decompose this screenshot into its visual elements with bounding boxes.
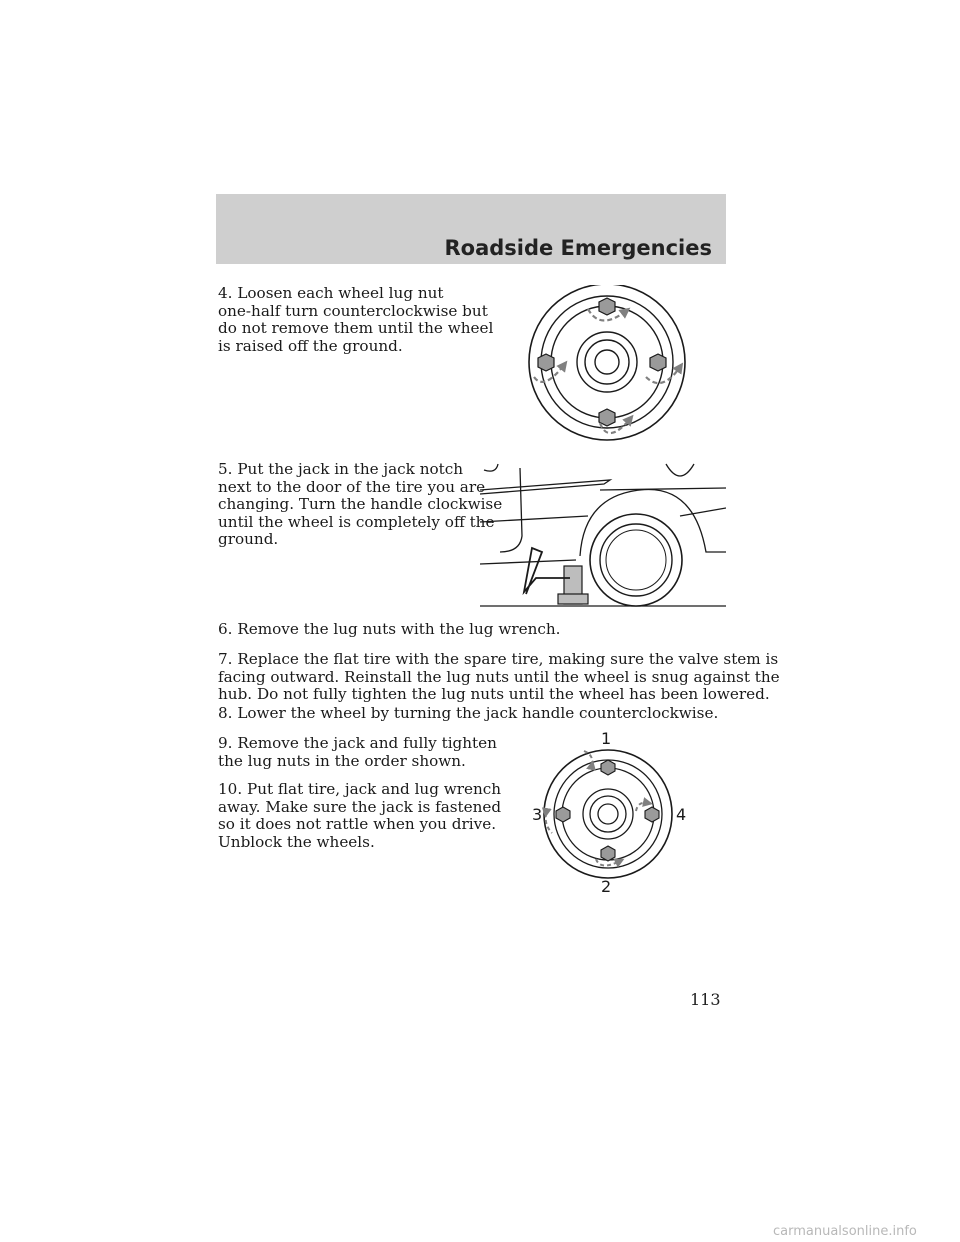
text-line: 6. Remove the lug nuts with the lug wrench.: [218, 620, 561, 638]
tighten-order-label-2: 2: [601, 877, 612, 896]
text-line: Unblock the wheels.: [218, 832, 375, 851]
text-line: one-half turn counterclockwise but: [218, 301, 488, 320]
tighten-order-label-1: 1: [601, 729, 612, 748]
text-line: ground.: [218, 530, 279, 549]
text-line: 4. Loosen each wheel lug nut: [218, 284, 444, 302]
step-8-text: [218, 705, 718, 723]
step-5-text: [218, 461, 502, 549]
text-line: do not remove them until the wheel: [218, 319, 494, 338]
text-line: 9. Remove the jack and fully tighten: [218, 734, 497, 752]
tighten-order-label-4: 4: [676, 805, 687, 824]
text-line: until the wheel is completely off the: [218, 512, 495, 531]
text-line: changing. Turn the handle clockwise: [218, 495, 503, 514]
section-title: Roadside Emergencies: [444, 236, 712, 260]
tighten-order-figure: [530, 725, 690, 895]
text-line: 10. Put flat tire, jack and lug wrench: [218, 780, 502, 798]
text-line: 5. Put the jack in the jack notch: [218, 460, 464, 478]
step-4-text: [218, 285, 493, 355]
step-9-text: [218, 735, 497, 770]
text-line: hub. Do not fully tighten the lug nuts until the wheel has been lowered.: [218, 685, 770, 704]
text-line: so it does not rattle when you drive.: [218, 815, 497, 834]
jack-placement-figure: [480, 460, 726, 610]
watermark: carmanualsonline.info: [773, 1224, 917, 1239]
step-6-text: [218, 621, 560, 639]
text-line: is raised off the ground.: [218, 336, 403, 355]
page-number: 113: [690, 990, 721, 1009]
text-line: facing outward. Reinstall the lug nuts until the wheel is snug against the: [218, 667, 780, 686]
tighten-order-label-3: 3: [532, 805, 543, 824]
step-7-text: [218, 651, 780, 704]
text-line: 7. Replace the flat tire with the spare tire, making sure the valve stem is: [218, 650, 779, 668]
text-line: next to the door of the tire you are: [218, 477, 486, 496]
text-line: the lug nuts in the order shown.: [218, 751, 466, 770]
text-line: away. Make sure the jack is fastened: [218, 797, 502, 816]
section-header-band: [216, 194, 726, 264]
tighten-order-wheel-drawing: [530, 725, 690, 895]
step-10-text: [218, 781, 501, 851]
loosen-lug-nuts-figure: [520, 285, 695, 445]
text-line: 8. Lower the wheel by turning the jack handle counterclockwise.: [218, 704, 719, 722]
